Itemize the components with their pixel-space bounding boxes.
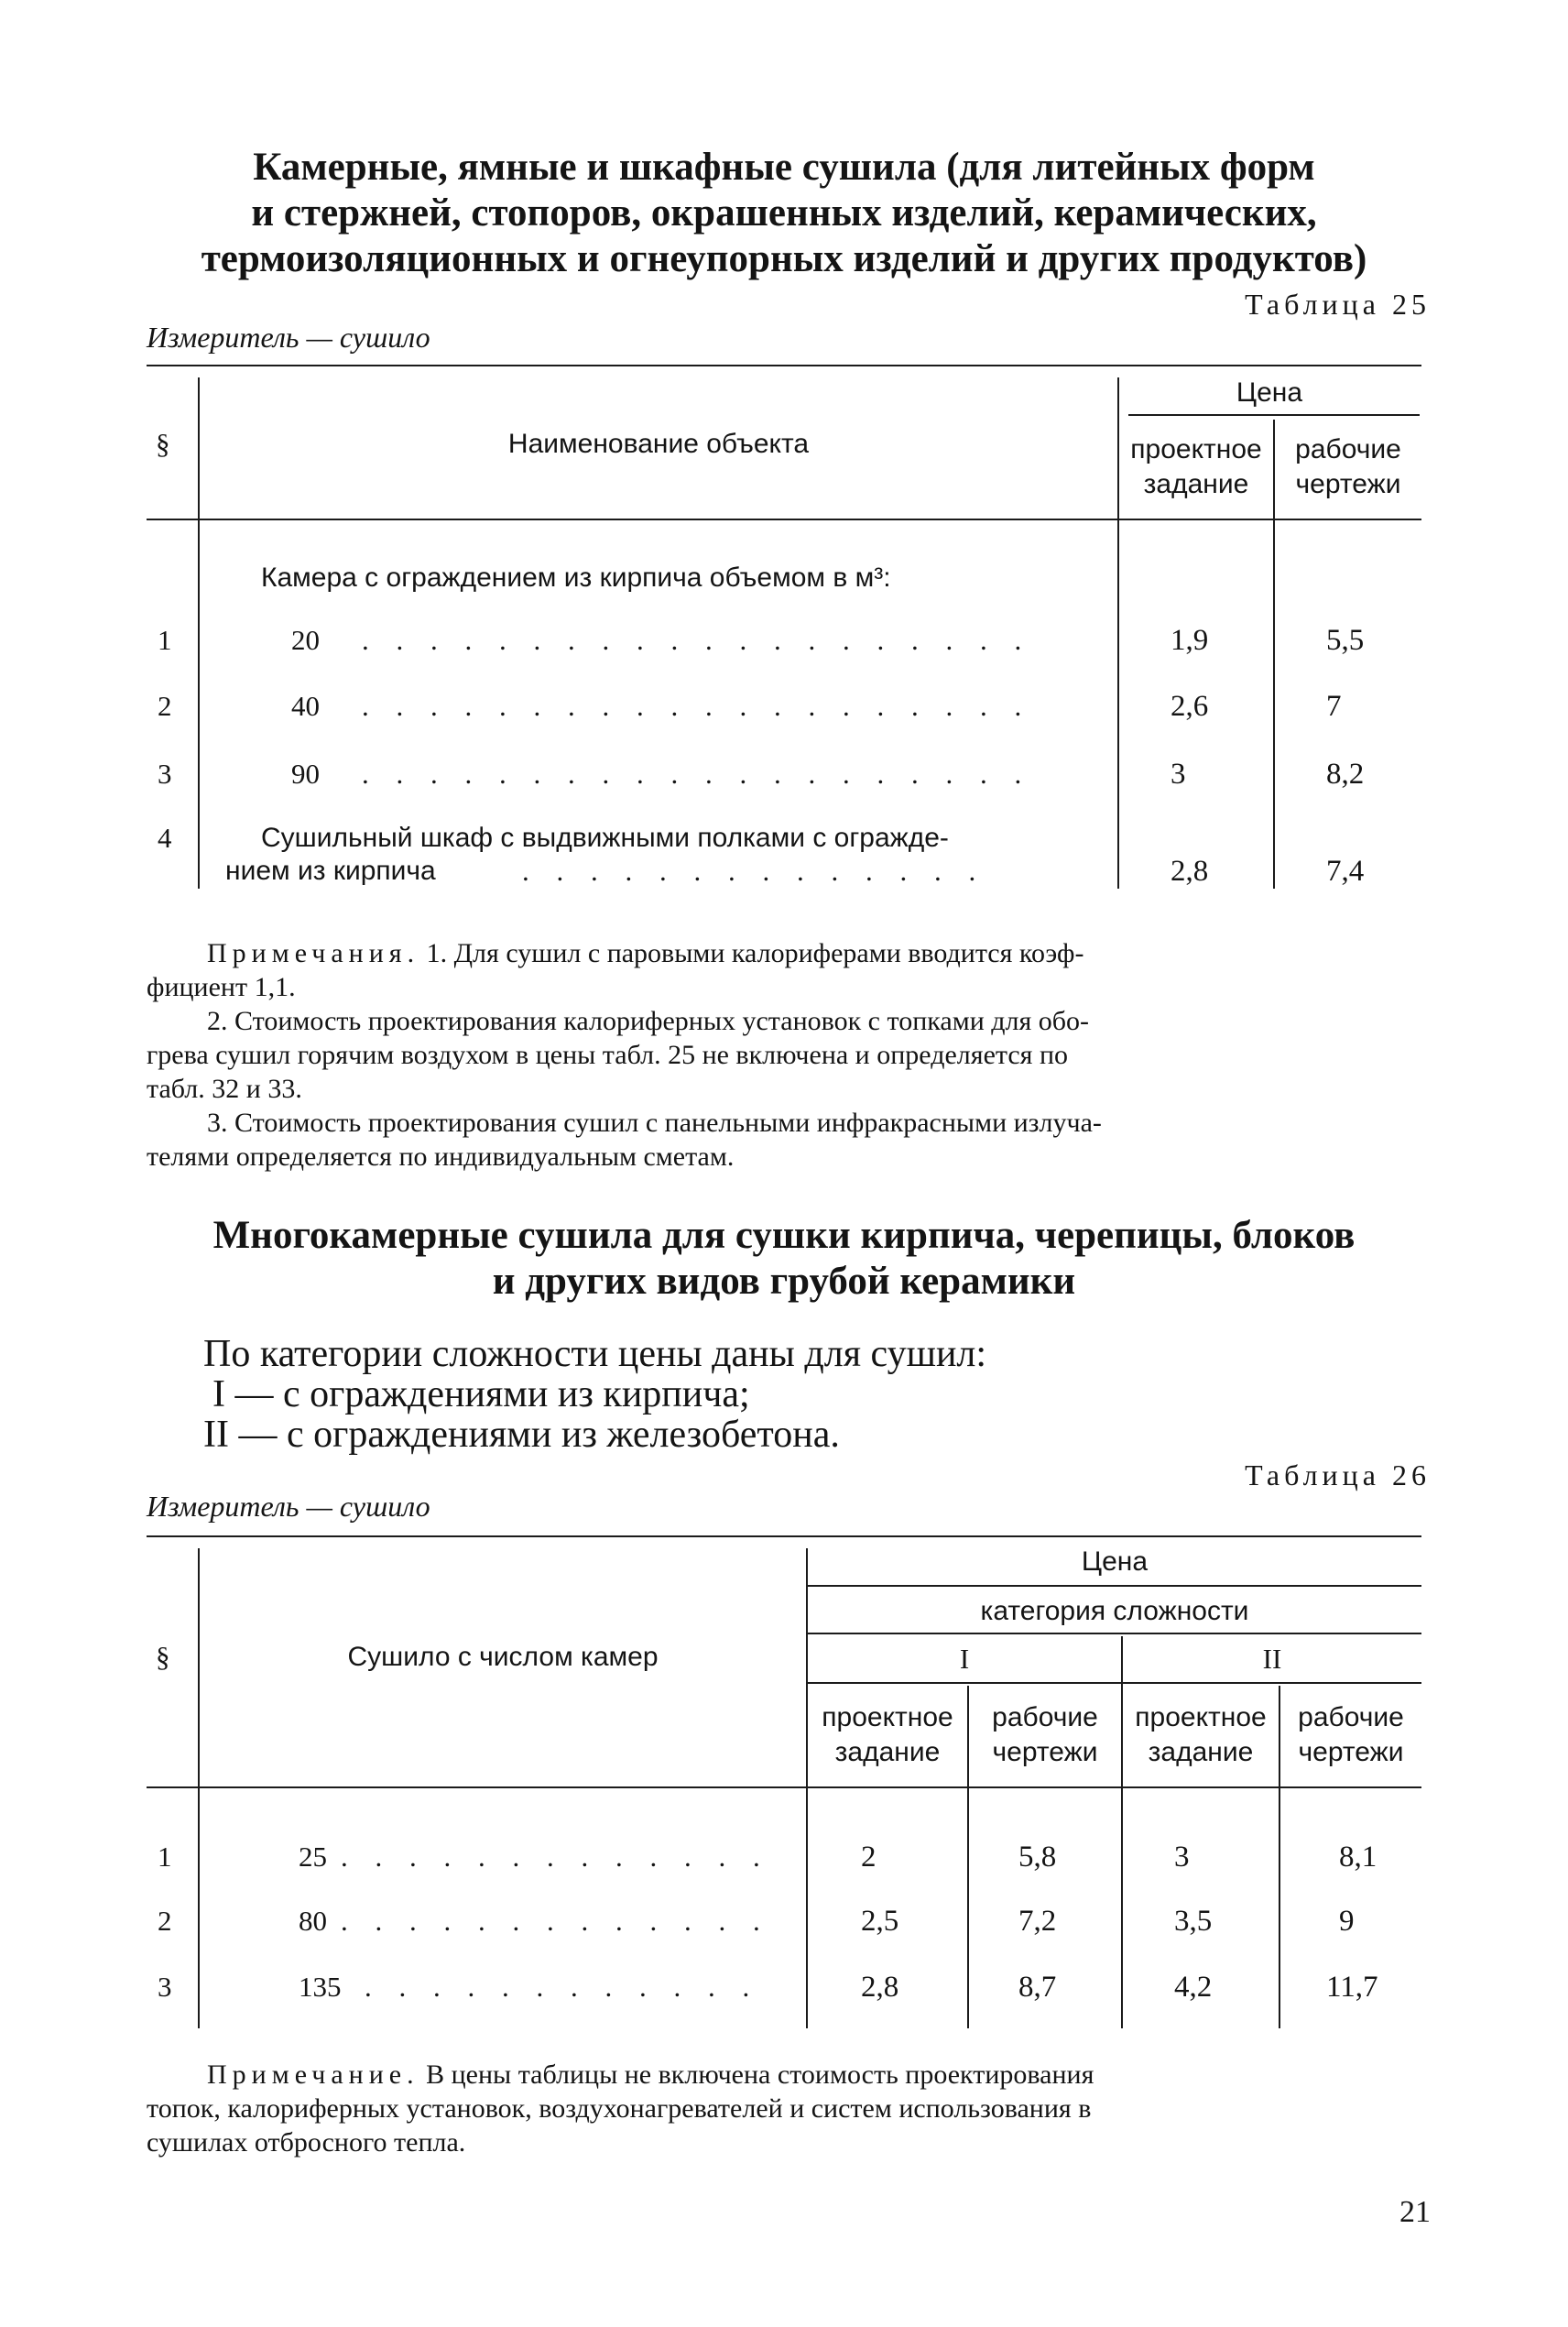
row-working-2: 11,7 [1326, 1971, 1378, 2004]
section1-heading [137, 145, 1431, 282]
header-section: § [156, 1641, 170, 1673]
row-project-1: 2,8 [861, 1971, 899, 2004]
row-name: 25 [299, 1841, 327, 1873]
header-bottom-rule [147, 1786, 1421, 1788]
row-working-1: 5,8 [1018, 1841, 1057, 1874]
header-category: категория сложности [980, 1596, 1249, 1626]
row-leader: . . . . . . . . . . . . . [341, 1905, 770, 1937]
header-section: § [156, 428, 170, 460]
heading-line: Многокамерные сушила для сушки кирпича, черепицы, блоков [212, 1214, 1356, 1257]
header-cat2: II [1262, 1643, 1282, 1675]
row-leader: . . . . . . . . . . . . . . [522, 855, 986, 887]
header-project: проектное задание [1130, 434, 1262, 499]
heading-line: и стержней, стопоров, окрашенных изделий, керамических, [251, 191, 1317, 235]
notes-title: Примечания. [207, 938, 420, 968]
row-leader: . . . . . . . . . . . . . . . . . . . . [362, 624, 1032, 656]
row-number: 1 [158, 1841, 172, 1873]
row-leader: . . . . . . . . . . . . [365, 1971, 760, 2003]
price-subrule [808, 1585, 1421, 1587]
row-working-1: 8,7 [1018, 1971, 1057, 2004]
section2-intro: По категории сложности цены даны для сушил: I — с ограждениями из кирпича; II — с ограждениями из железобетона. [203, 1333, 987, 1456]
table-top-rule [147, 365, 1421, 366]
row-number: 2 [158, 690, 172, 722]
section2-heading [137, 1213, 1431, 1305]
row-number: 1 [158, 624, 172, 656]
note-title: Примечание. [207, 2059, 419, 2090]
row-working-2: 8,1 [1339, 1841, 1377, 1874]
col-divider [1121, 1636, 1123, 2028]
row-name: 20 [291, 624, 320, 656]
table25-notes: Примечания. 1. Для сушил с паровыми калориферами вводится коэф- фициент 1,1. 2. Стоимость проектирования калориферных установок с топками для обо- грева сушил горячим воздухом в цены табл. 25 не включена и определяется по табл. 32 и 33. 3. Стоимость проектирования сушил с панельными инфракрасными излуча- телями определяется по индивидуальным сметам. [147, 938, 1102, 1172]
row-number: 4 [158, 822, 172, 854]
header-project-1: проектное задание [822, 1702, 953, 1767]
row-project: 3 [1171, 758, 1186, 791]
row-project-2: 3,5 [1174, 1905, 1213, 1938]
row-working-1: 7,2 [1018, 1905, 1057, 1938]
table25-number: Таблица 25 [1245, 288, 1431, 321]
price-subrule [1128, 414, 1420, 416]
table25-unit: Измеритель — сушило [147, 321, 430, 354]
row-leader: . . . . . . . . . . . . . . . . . . . . [362, 758, 1032, 790]
row-name: 40 [291, 690, 320, 722]
row-project-2: 4,2 [1174, 1971, 1213, 2004]
heading-line: термоизоляционных и огнеупорных изделий и других продуктов) [201, 237, 1367, 280]
row-leader: . . . . . . . . . . . . . [341, 1841, 770, 1873]
row-name: 80 [299, 1905, 327, 1937]
table26-note: Примечание. В цены таблицы не включена стоимость проектирования топок, калориферных установок, воздухонагревателей и систем использования в сушилах отбросного тепла. [147, 2059, 1094, 2158]
header-bottom-rule [147, 519, 1421, 520]
heading-line: и других видов грубой керамики [492, 1260, 1076, 1303]
row-working: 7 [1326, 690, 1342, 723]
table26-unit: Измеритель — сушило [147, 1490, 430, 1523]
row-name: 90 [291, 758, 320, 790]
group-label: Камера с ограждением из кирпича объемом в м³: [261, 563, 891, 593]
row-working: 7,4 [1326, 855, 1365, 888]
row-project-1: 2,5 [861, 1905, 899, 1938]
row-project: 2,8 [1171, 855, 1209, 888]
row-number: 3 [158, 1971, 172, 2003]
row-name: 135 [299, 1971, 342, 2003]
row-number: 3 [158, 758, 172, 790]
header-working-2: рабочие чертежи [1298, 1702, 1404, 1767]
header-working: рабочие чертежи [1295, 434, 1401, 499]
table26-number: Таблица 26 [1245, 1458, 1431, 1491]
category-subrule [808, 1633, 1421, 1634]
row-working: 8,2 [1326, 758, 1365, 791]
header-working-1: рабочие чертежи [992, 1702, 1098, 1767]
header-cat1: I [959, 1643, 970, 1675]
row-leader: . . . . . . . . . . . . . . . . . . . . [362, 690, 1032, 722]
row-working-2: 9 [1339, 1905, 1355, 1938]
row-name: Сушильный шкаф с выдвижными полками с огражде- [261, 823, 949, 853]
header-project-2: проектное задание [1135, 1702, 1267, 1767]
row-number: 2 [158, 1905, 172, 1937]
row-project-1: 2 [861, 1841, 877, 1874]
header-price: Цена [1236, 377, 1303, 408]
cat-subrule [808, 1682, 1421, 1684]
row-project-2: 3 [1174, 1841, 1190, 1874]
row-name-cont: нием из кирпича [225, 856, 436, 886]
row-project: 2,6 [1171, 690, 1209, 723]
heading-line: Камерные, ямные и шкафные сушила (для литейных форм [253, 146, 1315, 189]
header-name: Сушило с числом камер [347, 1642, 659, 1672]
row-working: 5,5 [1326, 624, 1365, 657]
row-project: 1,9 [1171, 624, 1209, 657]
header-price: Цена [1081, 1546, 1149, 1577]
table-top-rule [147, 1535, 1421, 1537]
col-divider [198, 1548, 200, 2028]
page-number: 21 [1399, 2195, 1431, 2229]
header-name: Наименование объекта [507, 429, 810, 459]
